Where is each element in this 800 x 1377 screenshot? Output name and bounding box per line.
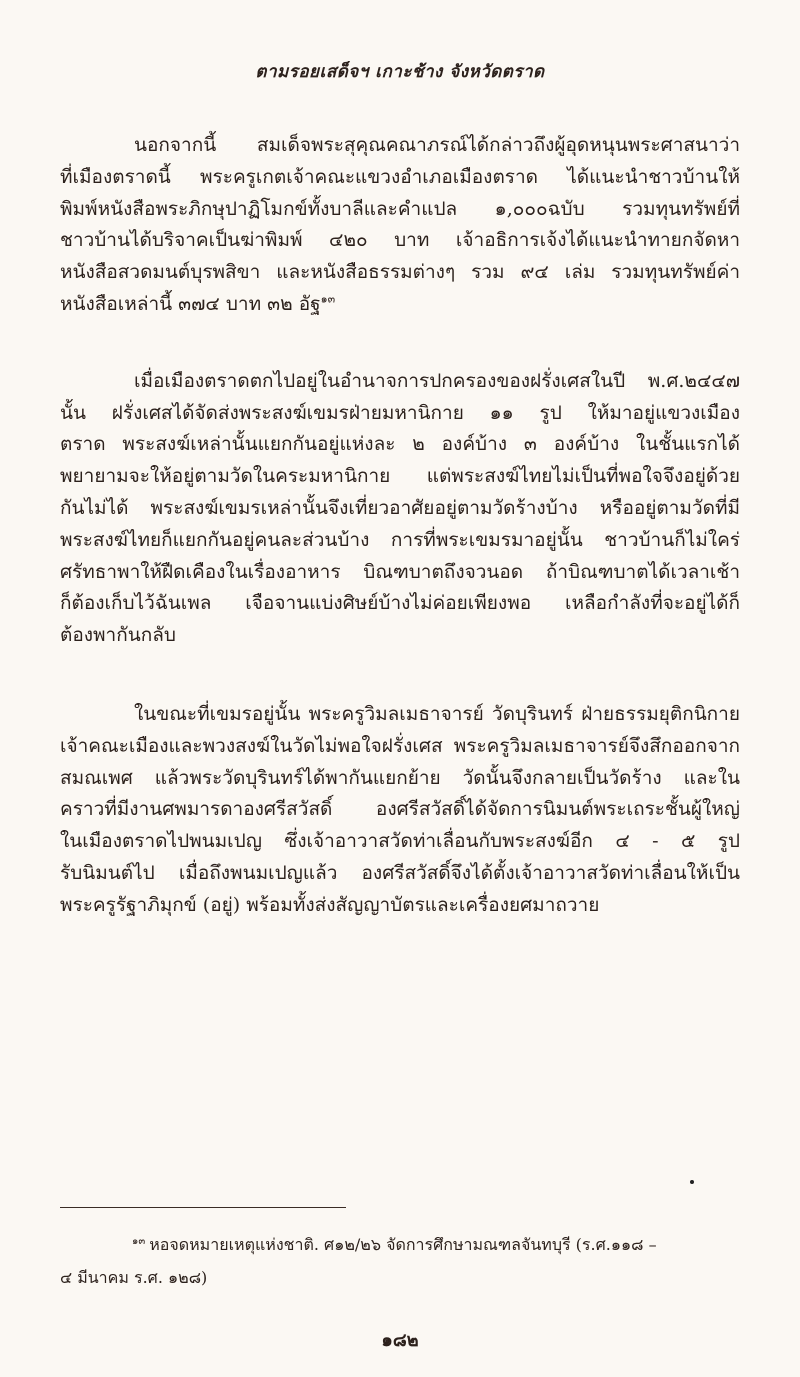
text-line: ก็ต้องเก็บไว้ฉันเพล เจือจานแบ่งศิษย์บ้างไม่ค่อยเพียงพอ เหลือกำลังที่จะอยู่ได้ก็: [60, 592, 740, 615]
text-line: ตราด พระสงฆ์เหล่านั้นแยกกันอยู่แห่งละ ๒ องค์บ้าง ๓ องค์บ้าง ในชั้นแรกได้: [60, 433, 740, 456]
text-line: พระครูรัฐาภิมุกข์ (อยู่) พร้อมทั้งส่งสัญญาบัตรและเครื่องยศมาถวาย: [60, 893, 600, 916]
paragraph-3: [60, 699, 740, 922]
footnote-reference: ๑๓: [320, 292, 336, 306]
text-line-last: [60, 289, 740, 321]
text-line: ที่เมืองตราดนี้ พระครูเกตเจ้าคณะแขวงอำเภอเมืองตราด ได้แนะนำชาวบ้านให้: [60, 165, 740, 188]
text-line: ศรัทธาพาให้ฝืดเคืองในเรื่องอาหาร บิณฑบาตถึงจวนอด ถ้าบิณฑบาตได้เวลาเช้า: [60, 560, 740, 583]
text-line: ในเมืองตราดไปพนมเปญ ซึ่งเจ้าอาวาสวัดท่าเลื่อนกับพระสงฆ์อีก ๔ - ๕ รูป: [60, 830, 740, 853]
print-speck: [690, 1180, 694, 1184]
text-line: นั้น ฝรั่งเศสได้จัดส่งพระสงฆ์เขมรฝ่ายมหานิกาย ๑๑ รูป ให้มาอยู่แขวงเมือง: [60, 401, 740, 424]
footnote-line: [60, 1228, 740, 1261]
running-head: ตามรอยเสด็จฯ เกาะช้าง จังหวัดตราด: [255, 62, 545, 82]
text-line: นอกจากนี้ สมเด็จพระสุคุณคณาภรณ์ได้กล่าวถึงผู้อุดหนุนพระศาสนาว่า: [134, 134, 740, 156]
text-line: รับนิมนต์ไป เมื่อถึงพนมเปญแล้ว องศรีสวัสดิ์จึงได้ตั้งเจ้าอาวาสวัดท่าเลื่อนให้เป็น: [60, 861, 740, 884]
footnote-line: ๔ มีนาคม ร.ศ. ๑๒๘): [60, 1268, 208, 1287]
text-line: พยายามจะให้อยู่ตามวัดในคระมหานิกาย แต่พระสงฆ์ไทยไม่เป็นที่พอใจจึงอยู่ด้วย: [60, 465, 740, 488]
text-line: เจ้าคณะเมืองและพวงสงฆ์ในวัดไม่พอใจฝรั่งเศส พระครูวิมลเมธาจารย์จึงสึกออกจาก: [60, 734, 740, 757]
footnote: [60, 1228, 740, 1294]
text-line: พระสงฆ์ไทยก็แยกกันอยู่คนละส่วนบ้าง การที่พระเขมรมาอยู่นั้น ชาวบ้านก็ไม่ใคร่: [60, 528, 740, 551]
text-line: ในขณะที่เขมรอยู่นั้น พระครูวิมลเมธาจารย์ วัดบุรินทร์ ฝ่ายธรรมยุติกนิกาย: [134, 702, 740, 725]
body-text: [60, 130, 740, 922]
text-line: กันไม่ได้ พระสงฆ์เขมรเหล่านั้นจึงเที่ยวอาศัยอยู่ตามวัดร้างบ้าง หรืออยู่ตามวัดที่มี: [60, 496, 740, 519]
text-line: คราวที่มีงานศพมารดาองศรีสวัสดิ์ องศรีสวัสดิ์ได้จัดการนิมนต์พระเถระชั้นผู้ใหญ่: [60, 798, 740, 821]
footnote-text: หอจดหมายเหตุแห่งชาติ. ศ๑๒/๒๖ จัดการศึกษามณฑลจันทบุรี (ร.ศ.๑๑๘ –: [149, 1235, 657, 1254]
text-line: พิมพ์หนังสือพระภิกษุปาฏิโมกข์ทั้งบาลีและคำแปล ๑,๐๐๐ฉบับ รวมทุนทรัพย์ที่: [60, 197, 740, 220]
text-line: หนังสือสวดมนต์บุรพสิขา และหนังสือธรรมต่างๆ รวม ๙๔ เล่ม รวมทุนทรัพย์ค่า: [60, 261, 740, 284]
paragraph-2: [60, 366, 740, 652]
page-number: ๑๘๒: [381, 1330, 419, 1351]
footnote-divider: [60, 1207, 346, 1208]
paragraph-1: [60, 130, 740, 321]
footnote-mark: ๑๓: [132, 1235, 146, 1247]
text-line-content: หนังสือเหล่านี้ ๓๗๔ บาท ๓๒ อัฐ: [60, 292, 321, 315]
text-line: ต้องพากันกลับ: [60, 624, 176, 647]
text-line: ชาวบ้านได้บริจาคเป็นฆ่าพิมพ์ ๔๒๐ บาท เจ้าอธิการเจ้งได้แนะนำทายกจัดหา: [60, 229, 740, 252]
text-line: เมื่อเมืองตราดตกไปอยู่ในอำนาจการปกครองของฝรั่งเศสในปี พ.ศ.๒๔๔๗: [134, 369, 740, 392]
text-line: สมณเพศ แล้วพระวัดบุรินทร์ได้พากันแยกย้าย วัดนั้นจึงกลายเป็นวัดร้าง และใน: [60, 766, 740, 789]
